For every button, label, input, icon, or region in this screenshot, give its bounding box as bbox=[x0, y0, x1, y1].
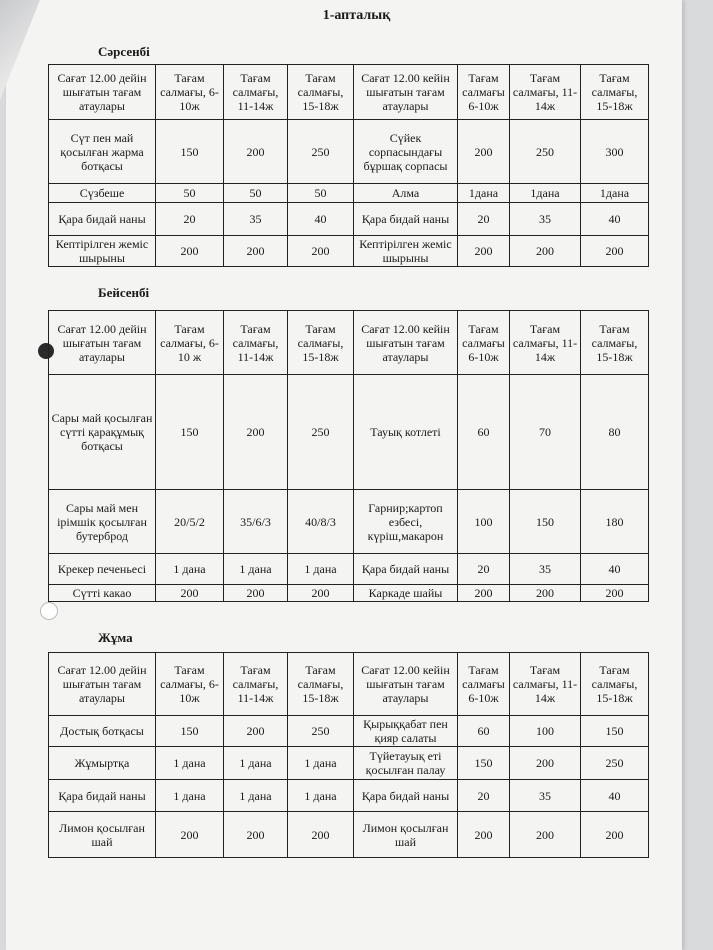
portion-cell: 200 bbox=[224, 375, 288, 490]
portion-cell: 1 дана bbox=[224, 780, 288, 812]
portion-cell: 40 bbox=[581, 203, 649, 236]
portion-cell: 200 bbox=[510, 585, 581, 602]
portion-cell: 35 bbox=[510, 780, 581, 812]
column-header: Сағат 12.00 кейін шығатын тағам атаулары bbox=[354, 65, 458, 120]
portion-cell: 20 bbox=[458, 554, 510, 585]
menu-table-thursday bbox=[48, 310, 649, 602]
portion-cell: 1 дана bbox=[288, 554, 354, 585]
dish-name-cell: Кептірілген жеміс шырыны bbox=[354, 236, 458, 267]
table-row bbox=[49, 554, 649, 585]
portion-cell: 200 bbox=[581, 585, 649, 602]
column-header: Тағам салмағы, 6-10 ж bbox=[156, 311, 224, 375]
dish-name-cell: Қара бидай наны bbox=[49, 203, 156, 236]
table-row bbox=[49, 747, 649, 780]
portion-cell: 1 дана bbox=[224, 747, 288, 780]
dish-name-cell: Қара бидай наны bbox=[354, 554, 458, 585]
portion-cell: 100 bbox=[510, 716, 581, 747]
dish-name-cell: Гарнир;картоп езбесі, күріш,макарон bbox=[354, 490, 458, 554]
portion-cell: 150 bbox=[510, 490, 581, 554]
table-row bbox=[49, 812, 649, 858]
portion-cell: 250 bbox=[510, 120, 581, 184]
portion-cell: 200 bbox=[458, 812, 510, 858]
column-header: Тағам салмағы, 15-18ж bbox=[288, 65, 354, 120]
column-header: Тағам салмағы, 15-18ж bbox=[581, 311, 649, 375]
portion-cell: 60 bbox=[458, 716, 510, 747]
portion-cell: 200 bbox=[224, 812, 288, 858]
table-row bbox=[49, 490, 649, 554]
portion-cell: 60 bbox=[458, 375, 510, 490]
portion-cell: 50 bbox=[288, 184, 354, 203]
portion-cell: 200 bbox=[224, 120, 288, 184]
portion-cell: 150 bbox=[458, 747, 510, 780]
portion-cell: 250 bbox=[288, 716, 354, 747]
portion-cell: 1дана bbox=[581, 184, 649, 203]
column-header: Тағам салмағы, 11-14ж bbox=[224, 653, 288, 716]
dish-name-cell: Сүт пен май қосылған жарма ботқасы bbox=[49, 120, 156, 184]
portion-cell: 40/8/3 bbox=[288, 490, 354, 554]
portion-cell: 1 дана bbox=[156, 554, 224, 585]
punch-hole bbox=[40, 602, 58, 620]
dish-name-cell: Сары май мен ірімшік қосылған бутерброд bbox=[49, 490, 156, 554]
portion-cell: 200 bbox=[510, 747, 581, 780]
portion-cell: 200 bbox=[156, 585, 224, 602]
portion-cell: 20 bbox=[458, 780, 510, 812]
portion-cell: 150 bbox=[156, 716, 224, 747]
table-row bbox=[49, 780, 649, 812]
column-header: Тағам салмағы, 6-10ж bbox=[156, 65, 224, 120]
table-row bbox=[49, 585, 649, 602]
portion-cell: 50 bbox=[156, 184, 224, 203]
portion-cell: 200 bbox=[510, 812, 581, 858]
header-row bbox=[49, 65, 649, 120]
dish-name-cell: Лимон қосылған шай bbox=[49, 812, 156, 858]
portion-cell: 200 bbox=[156, 812, 224, 858]
portion-cell: 1 дана bbox=[156, 780, 224, 812]
column-header: Тағам салмағы, 15-18ж bbox=[288, 653, 354, 716]
portion-cell: 100 bbox=[458, 490, 510, 554]
column-header: Тағам салмағы 6-10ж bbox=[458, 653, 510, 716]
column-header: Сағат 12.00 дейін шығатын тағам атаулары bbox=[49, 653, 156, 716]
portion-cell: 200 bbox=[581, 236, 649, 267]
dish-name-cell: Сүйек сорпасындағы бұршақ сорпасы bbox=[354, 120, 458, 184]
dish-name-cell: Достық ботқасы bbox=[49, 716, 156, 747]
dish-name-cell: Сүтті какао bbox=[49, 585, 156, 602]
portion-cell: 70 bbox=[510, 375, 581, 490]
portion-cell: 35 bbox=[510, 554, 581, 585]
portion-cell: 300 bbox=[581, 120, 649, 184]
portion-cell: 150 bbox=[156, 120, 224, 184]
header-row bbox=[49, 653, 649, 716]
portion-cell: 20/5/2 bbox=[156, 490, 224, 554]
dish-name-cell: Жұмыртқа bbox=[49, 747, 156, 780]
portion-cell: 35/6/3 bbox=[224, 490, 288, 554]
portion-cell: 1 дана bbox=[224, 554, 288, 585]
portion-cell: 250 bbox=[288, 120, 354, 184]
dish-name-cell: Крекер печеньесі bbox=[49, 554, 156, 585]
portion-cell: 20 bbox=[458, 203, 510, 236]
portion-cell: 35 bbox=[510, 203, 581, 236]
menu-table-wednesday bbox=[48, 64, 649, 267]
column-header: Тағам салмағы, 11-14ж bbox=[510, 65, 581, 120]
portion-cell: 200 bbox=[156, 236, 224, 267]
column-header: Сағат 12.00 дейін шығатын тағам атаулары bbox=[49, 311, 156, 375]
table-row bbox=[49, 375, 649, 490]
day-title: Жұма bbox=[98, 630, 133, 645]
dish-name-cell: Алма bbox=[354, 184, 458, 203]
column-header: Тағам салмағы, 15-18ж bbox=[581, 65, 649, 120]
portion-cell: 40 bbox=[581, 554, 649, 585]
column-header: Тағам салмағы 6-10ж bbox=[458, 311, 510, 375]
menu-table-friday bbox=[48, 652, 649, 858]
portion-cell: 200 bbox=[581, 812, 649, 858]
column-header: Тағам салмағы, 15-18ж bbox=[581, 653, 649, 716]
table-row bbox=[49, 716, 649, 747]
dish-name-cell: Сары май қосылған сүтті қарақұмық ботқасы bbox=[49, 375, 156, 490]
column-header: Тағам салмағы, 11-14ж bbox=[510, 311, 581, 375]
column-header: Тағам салмағы 6-10ж bbox=[458, 65, 510, 120]
dish-name-cell: Сүзбеше bbox=[49, 184, 156, 203]
portion-cell: 200 bbox=[288, 812, 354, 858]
day-title: Сәрсенбі bbox=[98, 44, 150, 59]
portion-cell: 80 bbox=[581, 375, 649, 490]
dish-name-cell: Түйетауық еті қосылған палау bbox=[354, 747, 458, 780]
table-row bbox=[49, 236, 649, 267]
dish-name-cell: Қара бидай наны bbox=[354, 203, 458, 236]
portion-cell: 150 bbox=[581, 716, 649, 747]
table-row bbox=[49, 120, 649, 184]
portion-cell: 200 bbox=[458, 120, 510, 184]
portion-cell: 250 bbox=[288, 375, 354, 490]
portion-cell: 40 bbox=[288, 203, 354, 236]
column-header: Сағат 12.00 дейін шығатын тағам атаулары bbox=[49, 65, 156, 120]
column-header: Сағат 12.00 кейін шығатын тағам атаулары bbox=[354, 653, 458, 716]
portion-cell: 200 bbox=[288, 236, 354, 267]
dish-name-cell: Қара бидай наны bbox=[354, 780, 458, 812]
column-header: Тағам салмағы, 11-14ж bbox=[224, 65, 288, 120]
portion-cell: 200 bbox=[224, 585, 288, 602]
dish-name-cell: Қара бидай наны bbox=[49, 780, 156, 812]
column-header: Тағам салмағы, 15-18ж bbox=[288, 311, 354, 375]
dish-name-cell: Қырыққабат пен қияр салаты bbox=[354, 716, 458, 747]
dish-name-cell: Тауық котлеті bbox=[354, 375, 458, 490]
portion-cell: 200 bbox=[458, 236, 510, 267]
portion-cell: 50 bbox=[224, 184, 288, 203]
portion-cell: 200 bbox=[224, 716, 288, 747]
portion-cell: 1дана bbox=[458, 184, 510, 203]
portion-cell: 200 bbox=[224, 236, 288, 267]
portion-cell: 1 дана bbox=[156, 747, 224, 780]
column-header: Тағам салмағы, 6-10ж bbox=[156, 653, 224, 716]
dish-name-cell: Кептірілген жеміс шырыны bbox=[49, 236, 156, 267]
portion-cell: 250 bbox=[581, 747, 649, 780]
portion-cell: 40 bbox=[581, 780, 649, 812]
table-row bbox=[49, 203, 649, 236]
table-row bbox=[49, 184, 649, 203]
column-header: Тағам салмағы, 11-14ж bbox=[224, 311, 288, 375]
header-row bbox=[49, 311, 649, 375]
portion-cell: 35 bbox=[224, 203, 288, 236]
portion-cell: 1 дана bbox=[288, 747, 354, 780]
portion-cell: 1дана bbox=[510, 184, 581, 203]
portion-cell: 150 bbox=[156, 375, 224, 490]
portion-cell: 200 bbox=[458, 585, 510, 602]
day-title: Бейсенбі bbox=[98, 285, 150, 300]
portion-cell: 20 bbox=[156, 203, 224, 236]
portion-cell: 1 дана bbox=[288, 780, 354, 812]
page-title: 1-апталық bbox=[322, 8, 391, 23]
portion-cell: 180 bbox=[581, 490, 649, 554]
dish-name-cell: Каркаде шайы bbox=[354, 585, 458, 602]
dish-name-cell: Лимон қосылған шай bbox=[354, 812, 458, 858]
column-header: Тағам салмағы, 11-14ж bbox=[510, 653, 581, 716]
portion-cell: 200 bbox=[510, 236, 581, 267]
column-header: Сағат 12.00 кейін шығатын тағам атаулары bbox=[354, 311, 458, 375]
portion-cell: 200 bbox=[288, 585, 354, 602]
